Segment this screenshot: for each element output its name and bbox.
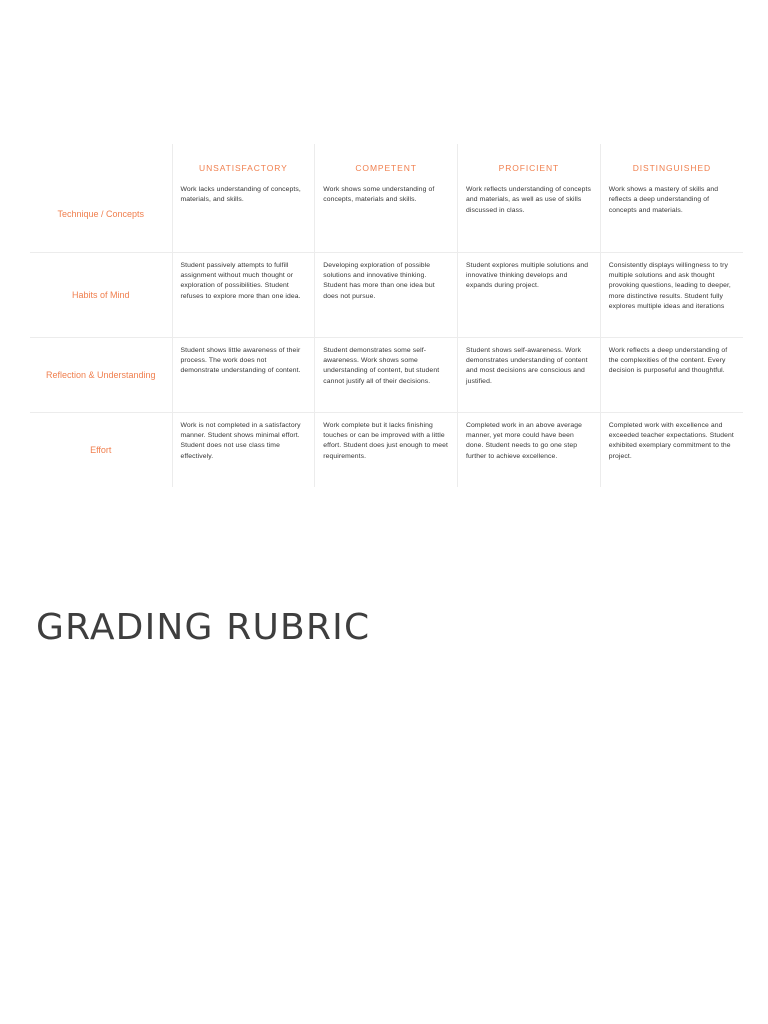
rubric-table — [30, 144, 743, 487]
rubric-cell: Work reflects a deep understanding of the complexities of the content. Every decision is purposeful and thoughtful. — [600, 337, 743, 412]
level-header-unsatisfactory — [172, 144, 315, 177]
criterion-label: Effort — [30, 412, 172, 487]
rubric-row-habits — [30, 252, 743, 337]
rubric-row-reflection — [30, 337, 743, 412]
rubric-cell: Work shows some understanding of concepts, materials and skills. — [315, 177, 458, 252]
rubric-cell: Developing exploration of possible solutions and innovative thinking. Student has more than one idea but does not pursue. — [315, 252, 458, 337]
rubric-cell: Student explores multiple solutions and innovative thinking develops and expands during project. — [458, 252, 601, 337]
rubric-corner-cell — [30, 144, 172, 177]
level-label: PROFICIENT — [498, 162, 560, 173]
rubric-header-row — [30, 144, 743, 177]
rubric-cell: Work complete but it lacks finishing touches or can be improved with a little effort. Student does just enough to meet requirements. — [315, 412, 458, 487]
rubric-cell: Student shows self-awareness. Work demonstrates understanding of content and most decisions are conscious and justified. — [458, 337, 601, 412]
criterion-label: Technique / Concepts — [30, 177, 172, 252]
level-label: UNSATISFACTORY — [199, 162, 288, 173]
rubric-cell: Consistently displays willingness to try multiple solutions and ask thought provoking questions, leading to deeper, more distinctive results. Student fully explores multiple ideas and iterations — [600, 252, 743, 337]
page-title: GRADING RUBRIC — [36, 607, 371, 648]
rubric-cell: Work is not completed in a satisfactory manner. Student shows minimal effort. Student does not use class time effectively. — [172, 412, 315, 487]
rubric-cell: Completed work in an above average manner, yet more could have been done. Student needs to go one step further to achieve excellence. — [458, 412, 601, 487]
level-header-competent — [315, 144, 458, 177]
rubric-cell: Work reflects understanding of concepts and materials, as well as use of skills discussed in class. — [458, 177, 601, 252]
level-label: COMPETENT — [355, 162, 417, 173]
rubric-cell: Completed work with excellence and exceeded teacher expectations. Student exhibited exemplary commitment to the project. — [608, 421, 734, 460]
rubric-cell: Student demonstrates some self-awareness. Work shows some understanding of content, but student cannot justify all of their decisions. — [315, 337, 458, 412]
criterion-label: Habits of Mind — [30, 252, 172, 337]
rubric-cell: Work shows a mastery of skills and reflects a deep understanding of concepts and materials. — [600, 177, 743, 252]
rubric-row-effort — [30, 412, 743, 487]
rubric-cell: Work lacks understanding of concepts, materials, and skills. — [172, 177, 315, 252]
rubric-cell: Student passively attempts to fulfill assignment without much thought or exploration of possibilities. Student refuses to explore more than one idea. — [172, 252, 315, 337]
criterion-label: Reflection & Understanding — [30, 337, 172, 412]
rubric-row-technique — [30, 177, 743, 252]
level-header-proficient — [458, 144, 601, 177]
level-label: DISTINGUISHED — [632, 162, 712, 173]
level-header-distinguished — [600, 144, 743, 177]
rubric-cell: Student shows little awareness of their process. The work does not demonstrate understanding of content. — [172, 337, 315, 412]
